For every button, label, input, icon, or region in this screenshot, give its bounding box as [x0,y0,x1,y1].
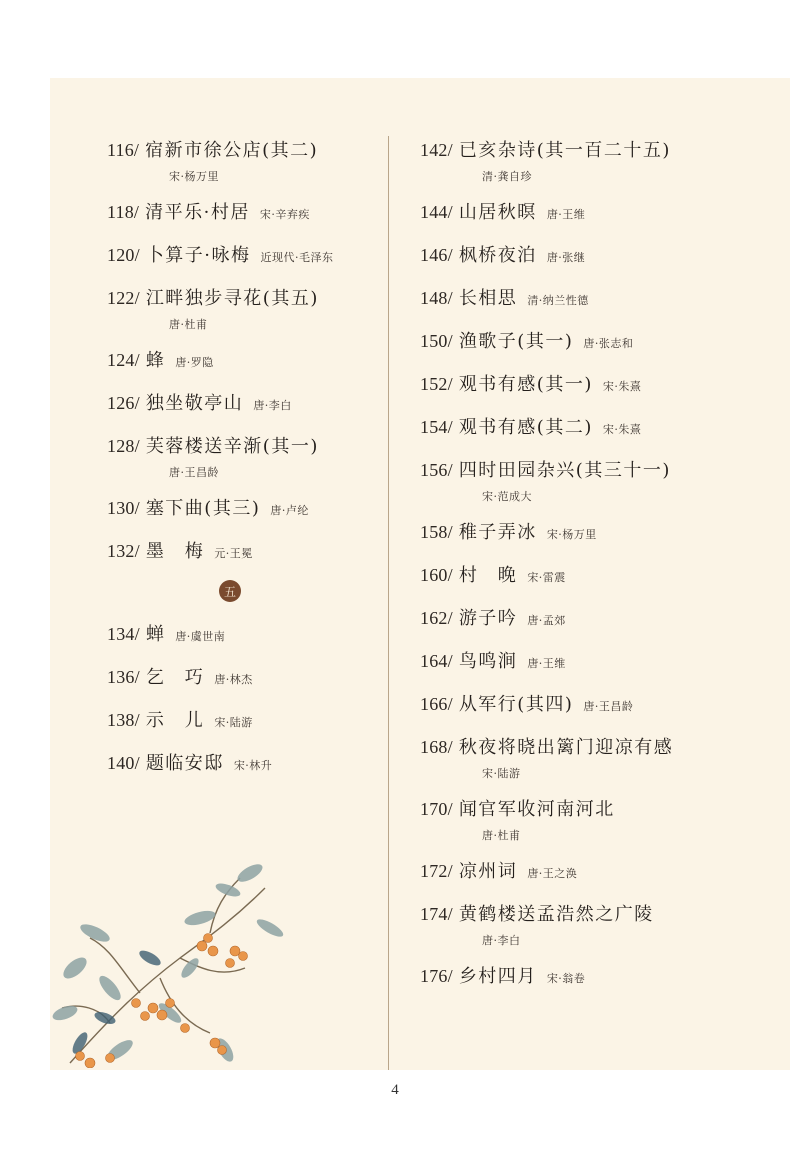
poem-title: 游子吟 [458,608,518,629]
poem-author: 清·龚自珍 [482,170,532,183]
toc-entry[interactable] [420,284,780,314]
poem-title: 蜂 [145,350,166,371]
poem-title: 从军行(其四) [458,694,574,715]
toc-right-column [420,136,780,1005]
page-ref-number: 148/ [420,288,453,308]
toc-entry[interactable] [420,795,780,843]
toc-entry-line [420,561,780,587]
page-ref-number: 138/ [107,710,140,730]
poem-author: 唐·罗隐 [175,356,214,369]
toc-entry-line [420,136,780,162]
poem-author: 唐·虞世南 [175,630,226,643]
page-ref-number: 176/ [420,966,453,986]
toc-entry-line [420,795,780,821]
poem-title: 观书有感(其一) [458,374,593,395]
poem-title: 芙蓉楼送辛渐(其一) [145,436,319,457]
toc-entry-line [420,962,780,988]
poem-author: 唐·王昌龄 [583,700,634,713]
poem-title: 宿新市徐公店(其二) [145,140,319,161]
poem-author: 清·纳兰性德 [527,294,589,307]
poem-title: 观书有感(其二) [458,417,593,438]
page-ref-number: 160/ [420,565,453,585]
poem-title: 墨 梅 [145,541,205,562]
toc-entry-line [420,647,780,673]
page-ref-number: 168/ [420,737,453,757]
toc-entry[interactable] [107,706,377,736]
column-divider [388,136,389,1070]
poem-title: 塞下曲(其三) [145,498,261,519]
poem-title: 清平乐·村居 [145,202,250,223]
poem-title: 四时田园杂兴(其三十一) [458,460,671,481]
toc-entry[interactable] [420,198,780,228]
poem-title: 乞 巧 [145,667,205,688]
page-ref-number: 128/ [107,436,140,456]
toc-entry[interactable] [107,346,377,376]
page-ref-number: 174/ [420,904,453,924]
poem-author: 唐·杜甫 [482,829,521,842]
toc-entry-line [420,241,780,267]
page-ref-number: 154/ [420,417,453,437]
page-ref-number: 118/ [107,202,140,222]
poem-author: 宋·朱熹 [602,380,642,393]
toc-entry-line [420,690,780,716]
poem-author: 宋·林升 [233,759,273,772]
toc-entry-line [107,346,377,372]
toc-entry[interactable] [107,136,377,184]
page-ref-number: 156/ [420,460,453,480]
page-ref-number: 152/ [420,374,453,394]
poem-author: 唐·杜甫 [169,318,208,331]
toc-entry[interactable] [420,456,780,504]
toc-list-left-b [107,620,377,779]
toc-entry-line [107,241,377,267]
section-badge: 五 [219,580,241,602]
page-ref-number: 146/ [420,245,453,265]
toc-entry[interactable] [107,494,377,524]
flower-branch-illustration [50,818,300,1068]
toc-entry-line [107,494,377,520]
page-ref-number: 164/ [420,651,453,671]
page-ref-number: 172/ [420,861,453,881]
poem-title: 卜算子·咏梅 [145,245,251,266]
toc-entry-line [107,537,377,563]
poem-title: 示 儿 [145,710,205,731]
poem-author: 宋·杨万里 [546,528,597,541]
poem-author: 宋·陆游 [482,767,521,780]
toc-left-column [107,136,377,792]
toc-entry-line [420,198,780,224]
toc-entry[interactable] [107,620,377,650]
page-ref-number: 126/ [107,393,140,413]
poem-author: 唐·林杰 [214,673,253,686]
toc-entry[interactable] [420,241,780,271]
toc-entry-line [420,284,780,310]
page-ref-number: 166/ [420,694,453,714]
page-ref-number: 170/ [420,799,453,819]
toc-list-right [420,136,780,992]
toc-entry[interactable] [420,900,780,948]
poem-title: 乡村四月 [458,966,537,987]
poem-title: 独坐敬亭山 [145,393,244,414]
page-ref-number: 134/ [107,624,140,644]
poem-author: 唐·孟郊 [527,614,566,627]
page-ref-number: 124/ [107,350,140,370]
toc-entry[interactable] [420,604,780,634]
poem-title: 题临安邸 [145,753,224,774]
toc-entry[interactable] [107,749,377,779]
poem-author: 宋·朱熹 [602,423,642,436]
poem-author: 唐·王之涣 [527,867,578,880]
toc-entry[interactable] [420,962,780,992]
toc-entry[interactable] [107,198,377,228]
poem-author: 唐·王维 [546,208,586,221]
toc-entry[interactable] [420,857,780,887]
toc-entry[interactable] [420,690,780,720]
toc-entry-line [420,900,780,926]
toc-entry[interactable] [420,413,780,443]
toc-entry-line [107,749,377,775]
poem-author: 唐·张继 [546,251,586,264]
toc-entry[interactable] [107,284,377,332]
page-paper [50,78,790,1070]
poem-author: 元·王冕 [214,547,253,560]
toc-entry-line [107,136,377,162]
poem-author: 唐·张志和 [583,337,634,350]
toc-entry-line [420,327,780,353]
toc-entry-line [420,733,780,759]
toc-entry-line [107,389,377,415]
poem-author: 宋·辛弃疾 [259,208,310,221]
toc-entry[interactable] [420,733,780,781]
toc-entry[interactable] [420,136,780,184]
toc-entry-line [107,284,377,310]
toc-entry-line [420,518,780,544]
poem-title: 长相思 [458,288,518,309]
poem-title: 山居秋暝 [458,202,537,223]
page-ref-number: 144/ [420,202,453,222]
page-ref-number: 150/ [420,331,453,351]
poem-author: 唐·李白 [482,934,521,947]
page-ref-number: 158/ [420,522,453,542]
poem-title: 已亥杂诗(其一百二十五) [458,140,671,161]
page-ref-number: 140/ [107,753,140,773]
poem-title: 蝉 [145,624,166,645]
page-ref-number: 116/ [107,140,140,160]
toc-entry[interactable] [107,389,377,419]
toc-entry-line [420,857,780,883]
page-ref-number: 122/ [107,288,140,308]
poem-author: 宋·陆游 [214,716,253,729]
poem-title: 渔歌子(其一) [458,331,574,352]
poem-title: 稚子弄冰 [458,522,537,543]
page-ref-number: 162/ [420,608,453,628]
toc-entry[interactable] [107,663,377,693]
poem-title: 江畔独步寻花(其五) [145,288,319,309]
toc-entry-line [107,432,377,458]
toc-entry-line [420,370,780,396]
toc-entry[interactable] [420,561,780,591]
poem-title: 凉州词 [458,861,518,882]
poem-author: 唐·王维 [527,657,566,670]
toc-entry[interactable] [420,647,780,677]
poem-author: 宋·杨万里 [169,170,219,183]
poem-author: 唐·卢纶 [270,504,309,517]
page-ref-number: 120/ [107,245,140,265]
poem-author: 宋·范成大 [482,490,532,503]
toc-entry-line [420,413,780,439]
toc-entry[interactable] [107,432,377,480]
poem-title: 黄鹤楼送孟浩然之广陵 [458,904,654,925]
poem-author: 宋·翁卷 [546,972,586,985]
toc-entry[interactable] [420,518,780,548]
toc-entry-line [420,604,780,630]
toc-entry-line [420,456,780,482]
page-number: 4 [391,1082,399,1098]
poem-author: 唐·王昌龄 [169,466,219,479]
toc-entry-line [107,706,377,732]
toc-entry-line [107,198,377,224]
toc-list-left-a [107,136,377,567]
page-ref-number: 142/ [420,140,453,160]
page-ref-number: 136/ [107,667,140,687]
toc-entry[interactable] [107,241,377,271]
toc-entry[interactable] [107,537,377,567]
toc-entry[interactable] [420,370,780,400]
toc-entry-line [107,620,377,646]
poem-title: 鸟鸣涧 [458,651,518,672]
page-ref-number: 132/ [107,541,140,561]
poem-title: 秋夜将晓出篱门迎凉有感 [458,737,674,758]
page-ref-number: 130/ [107,498,140,518]
poem-title: 村 晚 [458,565,518,586]
poem-title: 闻官军收河南河北 [458,799,615,820]
poem-author: 近现代·毛泽东 [260,251,334,264]
poem-title: 枫桥夜泊 [458,245,537,266]
toc-entry-line [107,663,377,689]
toc-entry[interactable] [420,327,780,357]
poem-author: 宋·雷震 [527,571,566,584]
poem-author: 唐·李白 [253,399,292,412]
